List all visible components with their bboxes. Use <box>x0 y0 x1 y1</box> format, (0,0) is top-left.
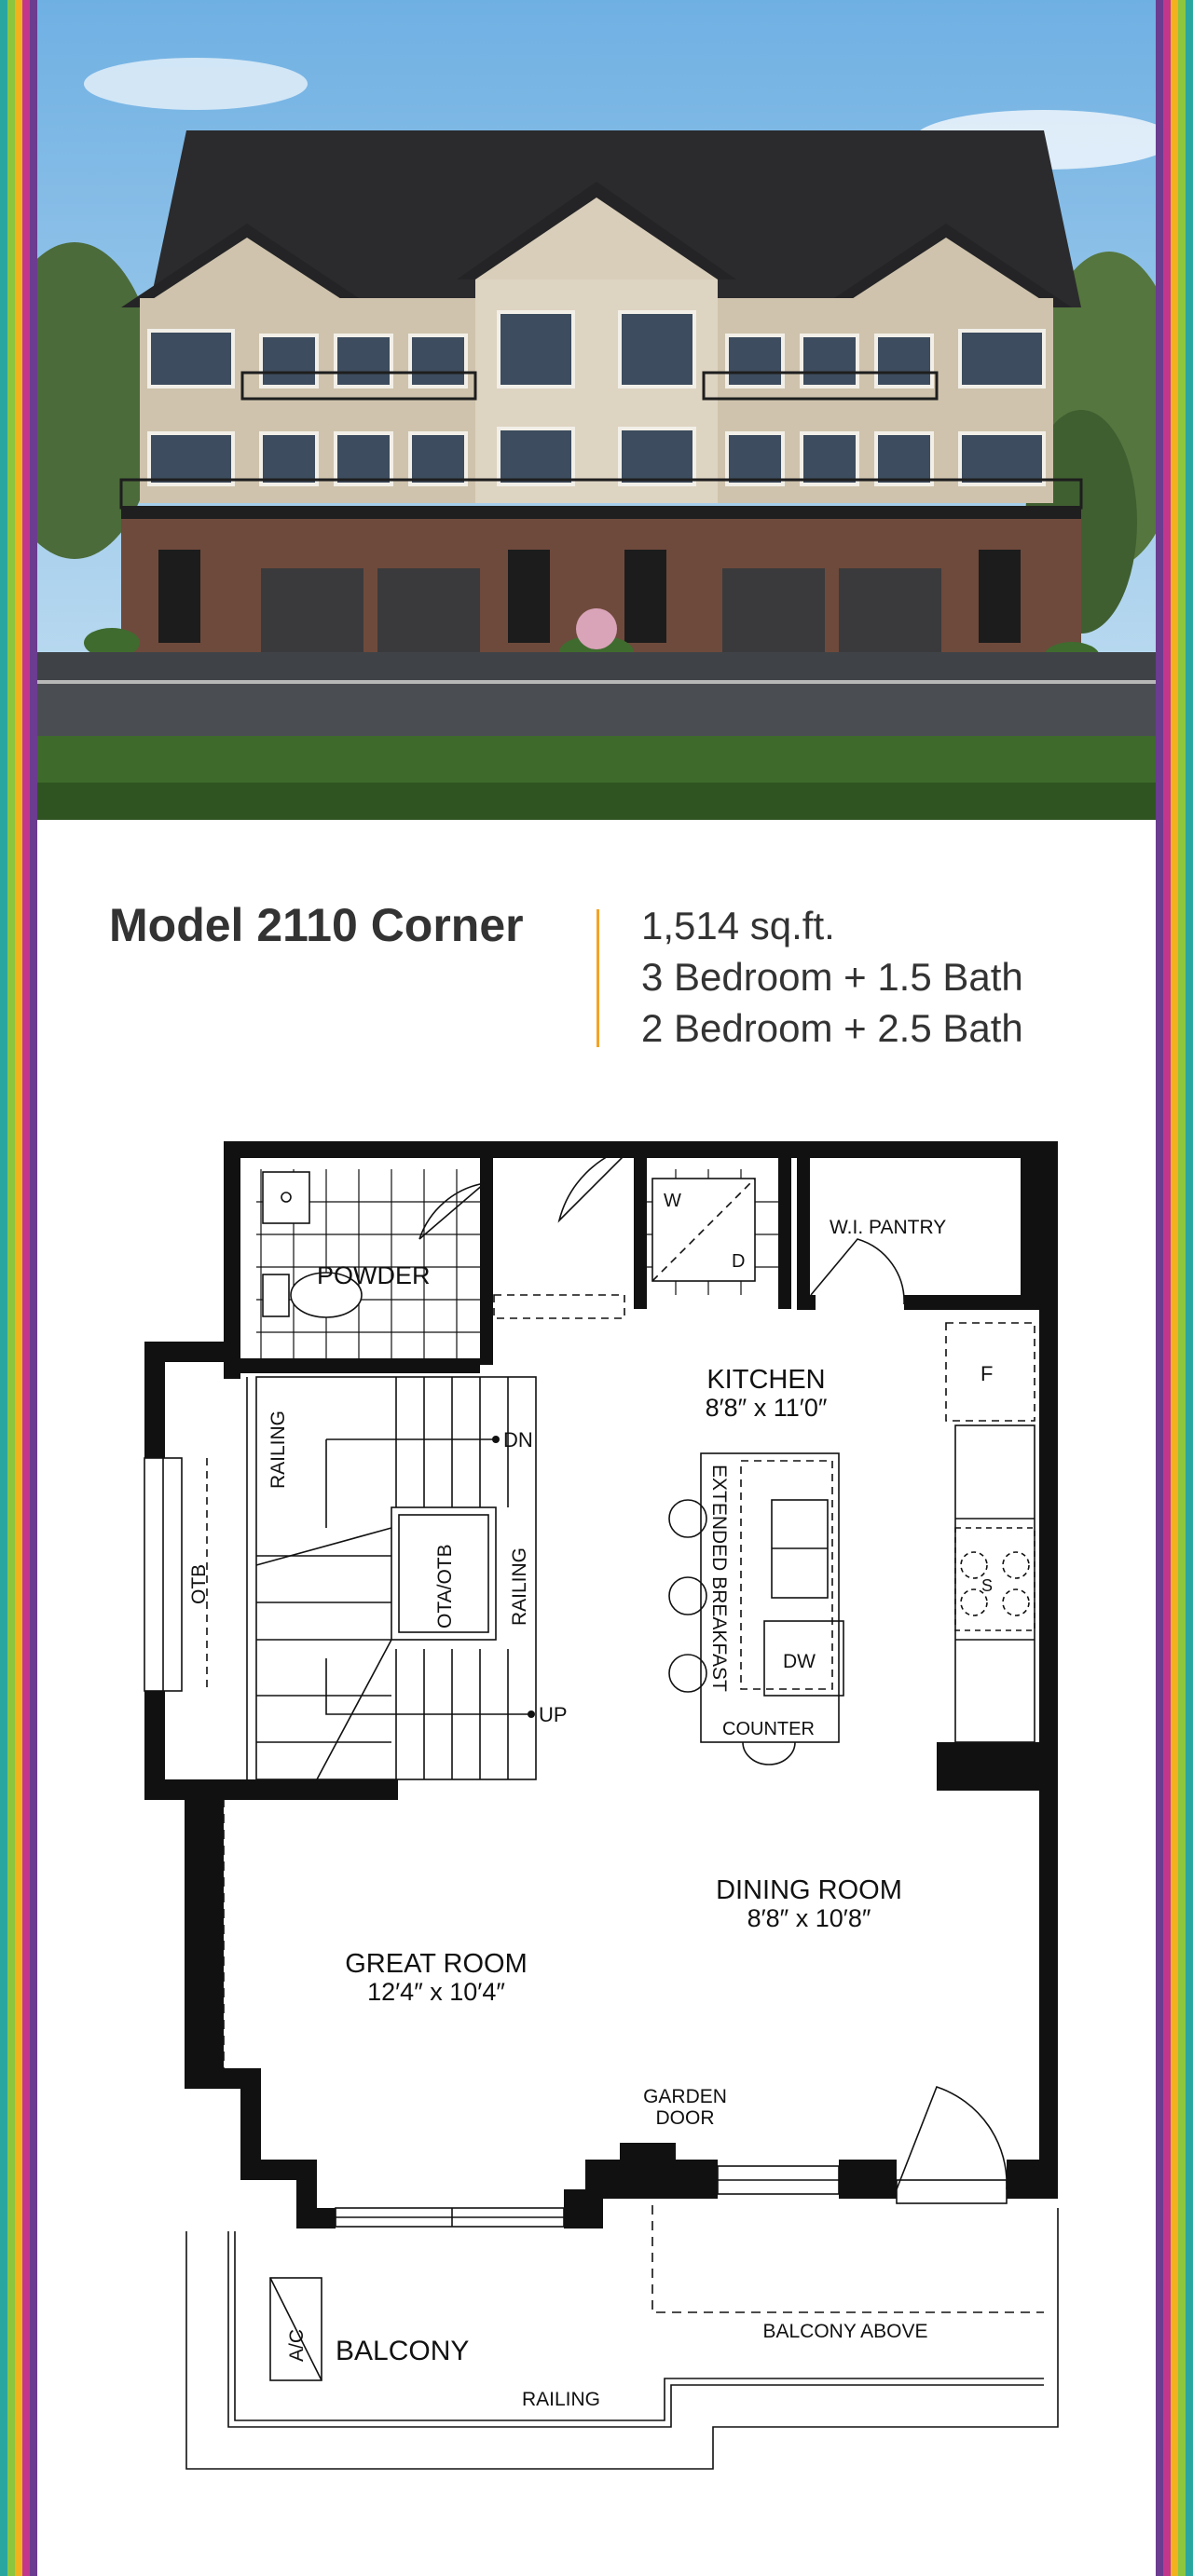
extended-breakfast-label: EXTENDED BREAKFAST <box>708 1465 730 1692</box>
spec-square-footage: 1,514 sq.ft. <box>641 904 835 947</box>
kitchen-size-label: 8′8″ x 11′0″ <box>705 1394 828 1422</box>
kitchen-label: KITCHEN <box>706 1365 826 1395</box>
otb-label: OTB <box>188 1563 210 1604</box>
garden-door-label-line1: GARDEN <box>643 2086 727 2107</box>
stove-label: S <box>981 1576 994 1595</box>
balcony-railing-label: RAILING <box>521 2389 601 2410</box>
great-room-size-label: 12′4″ x 10′4″ <box>367 1978 505 2006</box>
fridge-label: F <box>980 1362 994 1385</box>
dining-room-label: DINING ROOM <box>716 1875 902 1905</box>
dryer-label: D <box>732 1251 746 1272</box>
powder-label: POWDER <box>317 1261 431 1289</box>
stairs-up-label: UP <box>539 1703 568 1726</box>
stair-railing-right-label: RAILING <box>509 1547 530 1626</box>
ac-label: A/C <box>286 2328 308 2362</box>
exterior-rendering <box>37 0 1156 820</box>
spec-bedroom-option-2: 2 Bedroom + 2.5 Bath <box>641 1006 1023 1050</box>
floor-plan <box>0 1118 1193 2497</box>
counter-label: COUNTER <box>722 1719 815 1739</box>
pantry-label: W.I. PANTRY <box>830 1217 947 1238</box>
balcony-above-label: BALCONY ABOVE <box>762 2321 928 2342</box>
washer-label: W <box>664 1191 681 1211</box>
model-title: Model 2110 Corner <box>109 899 524 951</box>
great-room-label: GREAT ROOM <box>345 1949 528 1979</box>
stairs-down-label: DN <box>503 1428 533 1452</box>
spec-bedroom-option-1: 3 Bedroom + 1.5 Bath <box>641 955 1023 999</box>
dishwasher-label: DW <box>783 1651 816 1672</box>
stair-railing-left-label: RAILING <box>267 1410 289 1489</box>
dining-room-size-label: 8′8″ x 10′8″ <box>747 1904 871 1932</box>
garden-door-label-line2: DOOR <box>655 2107 715 2129</box>
accent-divider <box>596 909 599 1047</box>
ota-otb-label: OTA/OTB <box>434 1544 456 1629</box>
balcony-label: BALCONY <box>336 2336 470 2366</box>
